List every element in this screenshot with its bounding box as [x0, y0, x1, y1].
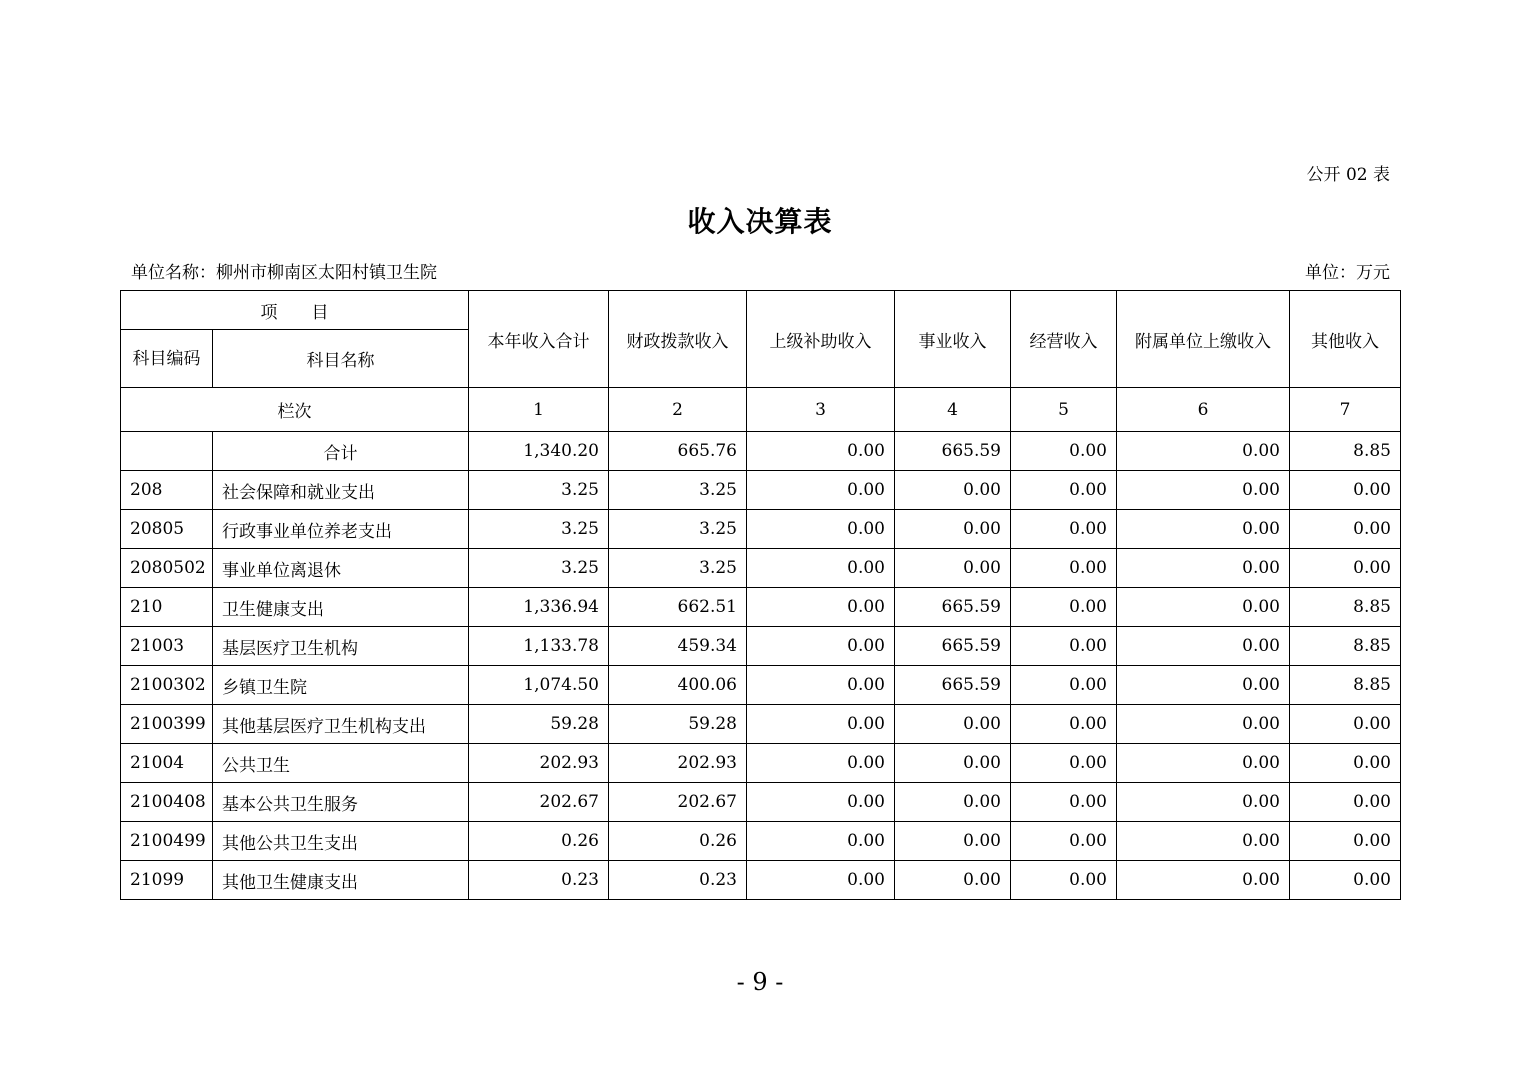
table-row [121, 822, 1401, 861]
row-name: 卫生健康支出 [213, 588, 469, 627]
header-col-business: 事业收入 [895, 291, 1011, 388]
cell-value: 0.00 [1290, 510, 1401, 549]
cell-value: 0.00 [747, 510, 895, 549]
cell-value: 0.00 [747, 705, 895, 744]
row-name: 其他公共卫生支出 [213, 822, 469, 861]
cell-value: 665.59 [895, 627, 1011, 666]
cell-value: 1,336.94 [469, 588, 609, 627]
cell-value: 662.51 [609, 588, 747, 627]
cell-value: 3.25 [609, 549, 747, 588]
cell-value: 0.00 [747, 627, 895, 666]
row-code: 208 [121, 471, 213, 510]
cell-value: 8.85 [1290, 627, 1401, 666]
cell-value: 0.00 [1011, 510, 1117, 549]
cell-value: 0.00 [895, 822, 1011, 861]
row-name: 合计 [213, 432, 469, 471]
row-code [121, 432, 213, 471]
cell-value: 3.25 [469, 471, 609, 510]
col-number: 6 [1117, 388, 1290, 432]
cell-value: 0.26 [609, 822, 747, 861]
cell-value: 0.00 [747, 549, 895, 588]
cell-value: 0.23 [609, 861, 747, 900]
cell-value: 0.00 [1011, 705, 1117, 744]
row-code: 21003 [121, 627, 213, 666]
row-name: 基层医疗卫生机构 [213, 627, 469, 666]
cell-value: 0.00 [1117, 744, 1290, 783]
cell-value: 202.93 [609, 744, 747, 783]
cell-value: 1,133.78 [469, 627, 609, 666]
cell-value: 3.25 [469, 549, 609, 588]
table-row-total [121, 432, 1401, 471]
table-row [121, 471, 1401, 510]
row-code: 2100399 [121, 705, 213, 744]
cell-value: 0.00 [895, 471, 1011, 510]
row-name: 事业单位离退休 [213, 549, 469, 588]
cell-value: 0.00 [895, 744, 1011, 783]
cell-value: 0.00 [747, 744, 895, 783]
cell-value: 0.00 [1117, 666, 1290, 705]
cell-value: 0.00 [1117, 471, 1290, 510]
header-lanci: 栏次 [121, 388, 469, 432]
table-row [121, 783, 1401, 822]
table-row [121, 744, 1401, 783]
cell-value: 59.28 [469, 705, 609, 744]
cell-value: 0.00 [747, 861, 895, 900]
cell-value: 0.00 [895, 861, 1011, 900]
cell-value: 665.76 [609, 432, 747, 471]
header-code: 科目编码 [121, 330, 213, 388]
row-name: 社会保障和就业支出 [213, 471, 469, 510]
cell-value: 0.00 [1011, 432, 1117, 471]
cell-value: 202.67 [609, 783, 747, 822]
cell-value: 0.00 [895, 783, 1011, 822]
cell-value: 0.00 [1011, 744, 1117, 783]
row-code: 21099 [121, 861, 213, 900]
table-row [121, 510, 1401, 549]
cell-value: 3.25 [609, 510, 747, 549]
cell-value: 202.67 [469, 783, 609, 822]
header-col-affiliate: 附属单位上缴收入 [1117, 291, 1290, 388]
cell-value: 0.00 [1011, 549, 1117, 588]
cell-value: 8.85 [1290, 588, 1401, 627]
table-row [121, 861, 1401, 900]
cell-value: 0.00 [895, 705, 1011, 744]
cell-value: 0.00 [1290, 705, 1401, 744]
cell-value: 202.93 [469, 744, 609, 783]
col-number: 3 [747, 388, 895, 432]
cell-value: 0.00 [1117, 783, 1290, 822]
row-name: 基本公共卫生服务 [213, 783, 469, 822]
cell-value: 0.00 [1011, 861, 1117, 900]
cell-value: 0.00 [1117, 432, 1290, 471]
cell-value: 0.00 [747, 783, 895, 822]
col-number: 7 [1290, 388, 1401, 432]
cell-value: 0.00 [1290, 549, 1401, 588]
cell-value: 0.00 [1117, 510, 1290, 549]
unit-name: 单位名称：柳州市柳南区太阳村镇卫生院 [131, 263, 437, 283]
cell-value: 0.00 [747, 588, 895, 627]
cell-value: 0.00 [1290, 471, 1401, 510]
cell-value: 3.25 [469, 510, 609, 549]
cell-value: 0.00 [1011, 627, 1117, 666]
page-number: - 9 - [736, 968, 784, 996]
cell-value: 0.00 [1117, 588, 1290, 627]
cell-value: 0.00 [1011, 471, 1117, 510]
row-code: 2100408 [121, 783, 213, 822]
currency-unit: 单位：万元 [1305, 263, 1390, 283]
cell-value: 0.00 [1011, 783, 1117, 822]
row-code: 20805 [121, 510, 213, 549]
cell-value: 0.00 [1117, 822, 1290, 861]
cell-value: 0.00 [1011, 666, 1117, 705]
cell-value: 0.00 [895, 549, 1011, 588]
row-name: 行政事业单位养老支出 [213, 510, 469, 549]
row-name: 乡镇卫生院 [213, 666, 469, 705]
col-number: 1 [469, 388, 609, 432]
row-code: 21004 [121, 744, 213, 783]
cell-value: 0.00 [1117, 861, 1290, 900]
header-item: 项 目 [121, 291, 469, 330]
header-col-other: 其他收入 [1290, 291, 1401, 388]
cell-value: 8.85 [1290, 666, 1401, 705]
cell-value: 0.00 [747, 432, 895, 471]
table-row [121, 588, 1401, 627]
cell-value: 0.00 [747, 822, 895, 861]
cell-value: 0.00 [747, 666, 895, 705]
cell-value: 0.00 [1290, 744, 1401, 783]
col-number: 4 [895, 388, 1011, 432]
row-code: 2100499 [121, 822, 213, 861]
cell-value: 0.00 [1290, 822, 1401, 861]
form-number: 公开 02 表 [1306, 165, 1390, 185]
header-col-fiscal: 财政拨款收入 [609, 291, 747, 388]
column-number-row [121, 388, 1401, 432]
cell-value: 0.23 [469, 861, 609, 900]
col-number: 2 [609, 388, 747, 432]
header-col-total: 本年收入合计 [469, 291, 609, 388]
income-table [120, 290, 1401, 900]
header-row-1 [121, 291, 1401, 330]
row-code: 2100302 [121, 666, 213, 705]
cell-value: 0.00 [1290, 783, 1401, 822]
cell-value: 665.59 [895, 588, 1011, 627]
cell-value: 400.06 [609, 666, 747, 705]
table-row [121, 627, 1401, 666]
cell-value: 459.34 [609, 627, 747, 666]
cell-value: 665.59 [895, 666, 1011, 705]
cell-value: 0.00 [1290, 861, 1401, 900]
row-name: 其他卫生健康支出 [213, 861, 469, 900]
table-row [121, 705, 1401, 744]
cell-value: 1,340.20 [469, 432, 609, 471]
cell-value: 3.25 [609, 471, 747, 510]
cell-value: 0.00 [1011, 588, 1117, 627]
cell-value: 665.59 [895, 432, 1011, 471]
cell-value: 0.00 [1117, 627, 1290, 666]
cell-value: 0.26 [469, 822, 609, 861]
page-title: 收入决算表 [687, 205, 833, 238]
cell-value: 1,074.50 [469, 666, 609, 705]
cell-value: 0.00 [1011, 822, 1117, 861]
row-name: 其他基层医疗卫生机构支出 [213, 705, 469, 744]
cell-value: 59.28 [609, 705, 747, 744]
col-number: 5 [1011, 388, 1117, 432]
header-name: 科目名称 [213, 330, 469, 388]
cell-value: 0.00 [747, 471, 895, 510]
table-row [121, 666, 1401, 705]
row-code: 2080502 [121, 549, 213, 588]
cell-value: 0.00 [1117, 705, 1290, 744]
header-col-operating: 经营收入 [1011, 291, 1117, 388]
table-row [121, 549, 1401, 588]
row-name: 公共卫生 [213, 744, 469, 783]
header-col-superior: 上级补助收入 [747, 291, 895, 388]
cell-value: 0.00 [895, 510, 1011, 549]
cell-value: 0.00 [1117, 549, 1290, 588]
cell-value: 8.85 [1290, 432, 1401, 471]
row-code: 210 [121, 588, 213, 627]
